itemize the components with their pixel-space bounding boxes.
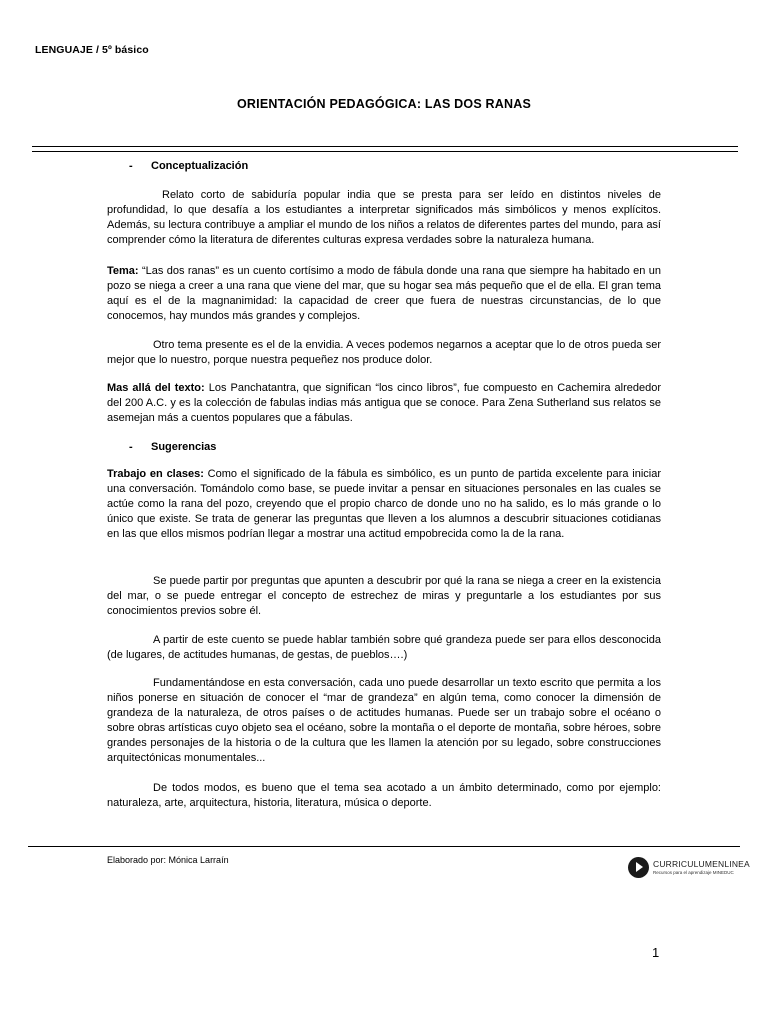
bullet-dash: - [129, 160, 133, 172]
mas-alla-text: Los Panchatantra, que significan “los cinco libros”, fue compuesto en Cachemira alrededor del 200 A.C. y es la colección de fabulas indias más antigua que se conoce. Para Zena Sutherland sus relatos se asemejan más a cuentos populares que a fábulas. [107, 382, 661, 424]
footer-divider [28, 846, 740, 847]
section-heading-label: Conceptualización [151, 160, 249, 172]
tema-label: Tema: [107, 265, 139, 277]
paragraph-tema [107, 264, 661, 324]
paragraph-preguntas [107, 574, 661, 619]
logo-name: CURRICULUMENLINEA [653, 859, 750, 869]
trabajo-label: Trabajo en clases: [107, 468, 204, 480]
section-heading-sugerencias [129, 441, 216, 453]
paragraph-grandeza [107, 633, 661, 663]
logo-tagline: Recursos para el aprendizaje MINEDUC [653, 870, 734, 875]
paragraph-text: Fundamentándose en esta conversación, cada uno puede desarrollar un texto escrito que permita a los niños ponerse en situación de conocer el “mar de grandeza” en algún tema, como conocer la dimensión de grandeza de la naturaleza, de otros países o de actitudes humanas. Puede ser un trabajo sobre el océano o sobre obras artísticas cuyo objeto sea el océano, sobre la montaña o el deporte de montaña, sobre héroes, sobre grandes personajes de la historia o de la cultura que les llamen la atención por su legado, sobre construcciones arquitectónicas monumentales... [107, 677, 661, 764]
play-circle-icon [628, 857, 649, 878]
course-label: LENGUAJE / 5º básico [35, 44, 149, 56]
bullet-dash: - [129, 441, 133, 453]
paragraph-intro [107, 188, 661, 248]
mas-alla-label: Mas allá del texto: [107, 382, 205, 394]
paragraph-text: Otro tema presente es el de la envidia. A veces podemos negarnos a aceptar que lo de otros pueda ser mejor que lo nuestro, porque nuestra pequeñez nos produce dolor. [107, 339, 661, 366]
title-divider [32, 146, 738, 152]
section-heading-label: Sugerencias [151, 441, 217, 453]
paragraph-trabajo [107, 467, 661, 542]
author-credit: Elaborado por: Mónica Larraín [107, 855, 229, 865]
paragraph-text: A partir de este cuento se puede hablar también sobre qué grandeza puede ser para ellos desconocida (de lugares, de actitudes humanas, de gestas, de pueblos….) [107, 634, 661, 661]
paragraph-envidia [107, 338, 661, 368]
tema-text: “Las dos ranas” es un cuento cortísimo a modo de fábula donde una rana que siempre ha habitado en un pozo se niega a creer a una rana que viene del mar, que su hogar sea más pequeño que el de ella. El gran tema aquí es el de la magnanimidad: la capacidad de creer que fuera de nuestras circunstancias, de lo que conocemos, hay mundos más grandes y complejos. [107, 265, 661, 322]
paragraph-conclusion [107, 781, 661, 811]
page-number: 1 [652, 945, 660, 960]
paragraph-mas-alla [107, 381, 661, 426]
paragraph-text: Relato corto de sabiduría popular india que se presta para ser leído en distintos niveles de profundidad, lo que desafía a los estudiantes a interpretar significados más simbólicos y menos explícitos. Además, su lectura contribuye a ampliar el mundo de los niños a relatos de diferentes partes del mundo, para así comprender cómo la literatura de diferentes culturas expresa verdades sobre la naturaleza humana. [107, 189, 661, 246]
document-title: ORIENTACIÓN PEDAGÓGICA: LAS DOS RANAS [237, 97, 531, 111]
trabajo-text: Como el significado de la fábula es simbólico, es un punto de partida excelente para iniciar una conversación. Tomándolo como base, se puede invitar a pensar en situaciones personales en las cuales se actúe como la rana del pozo, creyendo que el propio charco de donde uno no ha salido, es lo más grande o lo único que existe. Se trata de generar las preguntas que lleven a los alumnos a descubrir situaciones cotidianas en las que ellos mismos podrían llegar a mostrar una actitud empobrecida como la de la rana. [107, 468, 661, 540]
paragraph-text: Se puede partir por preguntas que apunten a descubrir por qué la rana se niega a creer en la existencia del mar, o se puede entregar el concepto de estrechez de miras y preguntarle a los estudiantes por sus conocimientos previos sobre él. [107, 575, 661, 617]
section-heading-conceptualizacion [129, 160, 248, 172]
curriculumenlinea-logo [628, 857, 768, 879]
paragraph-fundamentandose [107, 676, 661, 766]
paragraph-text: De todos modos, es bueno que el tema sea acotado a un ámbito determinado, como por ejemplo: naturaleza, arte, arquitectura, historia, literatura, música o deporte. [107, 782, 661, 809]
